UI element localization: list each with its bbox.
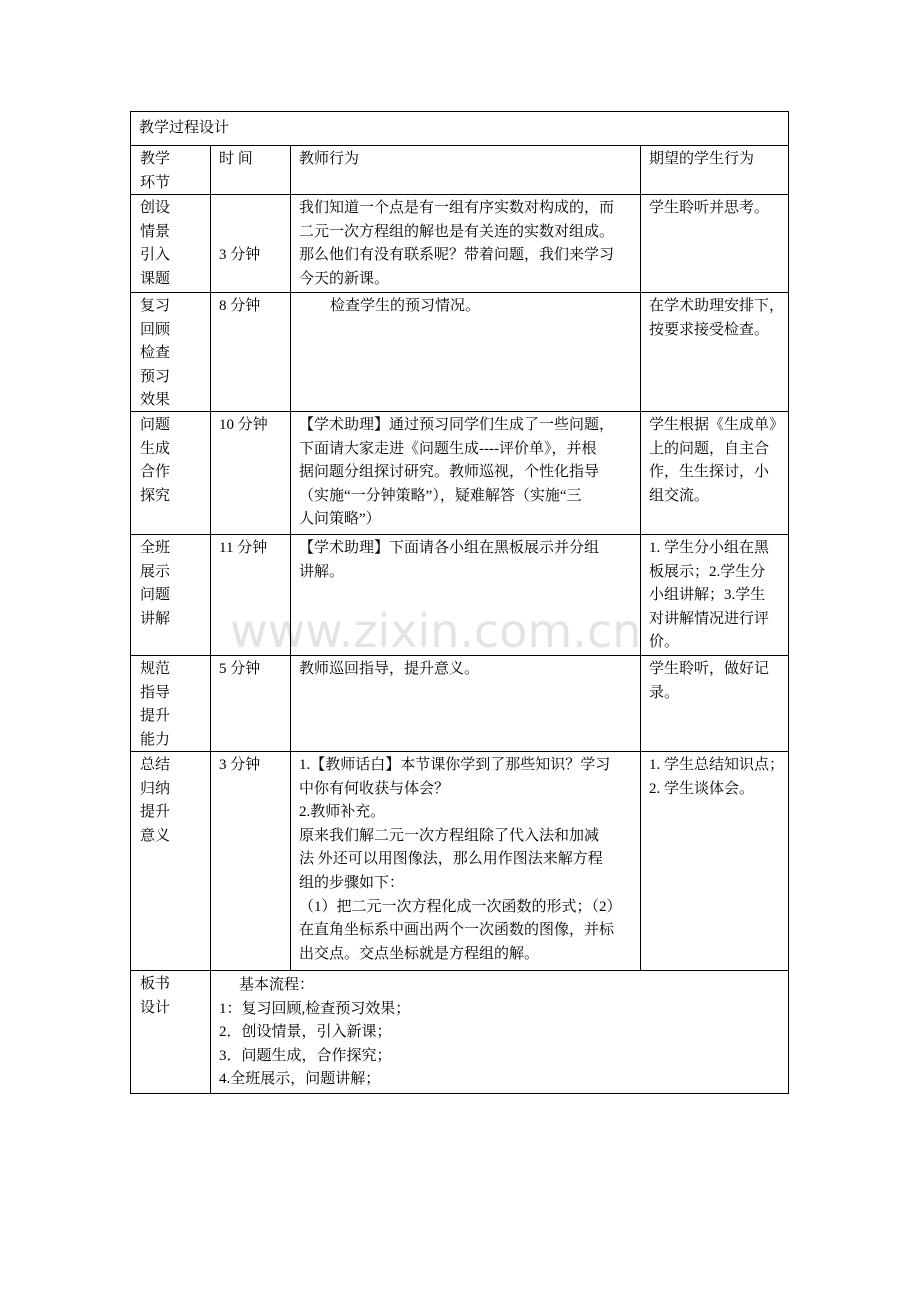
- teacher-line: 出交点。交点坐标就是方程组的解。: [299, 945, 540, 962]
- stage-line: 提升: [140, 708, 171, 725]
- stage-line: 创设: [140, 200, 171, 216]
- teacher-cell: [291, 656, 641, 752]
- teacher-line: （1）把二元一次方程化成一次函数的形式；（2）: [299, 898, 622, 915]
- student-line: 学生根据《生成单》: [649, 417, 785, 433]
- time-cell: [211, 412, 291, 535]
- time-cell: [211, 195, 291, 293]
- teacher-cell: [291, 293, 641, 412]
- teacher-line: 中你有何收获与体会？: [299, 780, 450, 797]
- board-line: 3．问题生成，合作探究；: [219, 1047, 392, 1064]
- stage-cell: [131, 293, 211, 412]
- board-line: 4.全班展示，问题讲解；: [219, 1071, 381, 1088]
- stage-line: 全班: [140, 540, 171, 556]
- stage-line: 问题: [140, 587, 171, 604]
- teacher-cell: [291, 752, 641, 971]
- time-cell: [211, 535, 291, 656]
- board-line: 2．创设情景，引入新课；: [219, 1024, 392, 1041]
- time-cell: [211, 752, 291, 971]
- student-cell: [641, 535, 789, 656]
- teacher-line: 二元一次方程组的解也是有关连的实数对组成。: [299, 223, 615, 240]
- stage-line: 合作: [140, 464, 171, 481]
- header-stage-line: 环节: [140, 174, 171, 191]
- stage-line: 归纳: [140, 780, 171, 797]
- header-time-label: 时 间: [219, 151, 253, 167]
- teacher-line: 检查学生的预习情况。: [330, 298, 481, 314]
- time-value: 5 分钟: [219, 661, 261, 677]
- student-cell: [641, 195, 789, 293]
- time-value: 10 分钟: [219, 417, 268, 433]
- stage-line: 效果: [140, 392, 171, 409]
- stage-cell: [131, 656, 211, 752]
- header-student: [641, 146, 789, 195]
- teacher-cell: [291, 535, 641, 656]
- student-line: 对讲解情况进行评: [649, 610, 770, 627]
- student-line: 录。: [649, 684, 680, 701]
- teacher-cell: [291, 412, 641, 535]
- time-cell: [211, 293, 291, 412]
- time-cell: [211, 656, 291, 752]
- stage-line: 课题: [140, 270, 171, 287]
- watermark-text: www.zixin.com.cn: [230, 604, 642, 658]
- teacher-line: 教师巡回指导，提升意义。: [299, 661, 480, 677]
- board-label-line: 板书: [140, 976, 171, 992]
- stage-line: 生成: [140, 440, 171, 457]
- student-line: 组交流。: [649, 487, 710, 504]
- teacher-line: 2.教师补充。: [299, 804, 386, 821]
- teacher-line: 今天的新课。: [299, 270, 390, 287]
- student-line: 学生聆听并思考。: [649, 200, 770, 216]
- stage-line: 探究: [140, 487, 171, 504]
- stage-cell: [131, 195, 211, 293]
- stage-line: 预习: [140, 368, 171, 385]
- student-cell: [641, 293, 789, 412]
- stage-cell: [131, 412, 211, 535]
- table-title-cell: [131, 112, 789, 146]
- teacher-line: 人问策略”）: [299, 511, 381, 528]
- student-line: 2. 学生谈体会。: [649, 780, 755, 797]
- stage-line: 复习: [140, 298, 171, 314]
- stage-line: 情景: [140, 223, 171, 240]
- student-line: 学生聆听，做好记: [649, 661, 770, 677]
- student-line: 板展示；2.学生分: [649, 563, 766, 580]
- teacher-line: 法 外还可以用图像法，那么用作图法来解方程: [299, 851, 603, 868]
- teacher-line: 我们知道一个点是有一组有序实数对构成的，而: [299, 200, 615, 216]
- time-value: 3 分钟: [219, 247, 261, 263]
- student-cell: [641, 412, 789, 535]
- teacher-line: （实施“一分钟策略”），疑难解答（实施“三: [299, 487, 582, 504]
- header-time: [211, 146, 291, 195]
- stage-line: 意义: [140, 827, 171, 844]
- stage-line: 提升: [140, 804, 171, 821]
- stage-line: 检查: [140, 345, 171, 362]
- header-student-label: 期望的学生行为: [649, 151, 755, 167]
- header-teacher: [291, 146, 641, 195]
- teacher-line: 讲解。: [299, 563, 345, 580]
- time-value: 8 分钟: [219, 298, 261, 314]
- teacher-line: 1.【教师话白】本节课你学到了那些知识？学习: [299, 757, 611, 773]
- teacher-line: 【学术助理】下面请各小组在黑板展示并分组: [299, 540, 600, 556]
- stage-line: 问题: [140, 417, 171, 433]
- student-cell: [641, 656, 789, 752]
- time-value: 11 分钟: [219, 540, 268, 556]
- stage-line: 讲解: [140, 610, 171, 627]
- stage-line: 展示: [140, 563, 171, 580]
- student-line: 1. 学生总结知识点；: [649, 757, 785, 773]
- stage-line: 回顾: [140, 321, 171, 338]
- student-line: 1. 学生分小组在黑: [649, 540, 770, 556]
- teacher-line: 在直角坐标系中画出两个一次函数的图像，并标: [299, 922, 615, 939]
- board-label-line: 设计: [140, 999, 171, 1016]
- stage-cell: [131, 535, 211, 656]
- board-content-cell: [211, 971, 789, 1094]
- student-line: 作，生生探讨，小: [649, 464, 770, 481]
- teacher-line: 原来我们解二元一次方程组除了代入法和加减: [299, 827, 600, 844]
- stage-line: 总结: [140, 757, 171, 773]
- teacher-line: 【学术助理】通过预习同学们生成了一些问题，: [299, 417, 615, 433]
- stage-cell: [131, 752, 211, 971]
- teacher-line: 组的步骤如下：: [299, 874, 405, 891]
- stage-line: 指导: [140, 684, 171, 701]
- table-title: 教学过程设计: [139, 120, 230, 136]
- board-line: 1：复习回顾,检查预习效果；: [219, 1000, 411, 1017]
- time-value: 3 分钟: [219, 757, 261, 773]
- stage-line: 能力: [140, 731, 171, 748]
- header-teacher-label: 教师行为: [299, 151, 360, 167]
- stage-line: 引入: [140, 247, 171, 264]
- student-line: 价。: [649, 634, 680, 651]
- student-cell: [641, 752, 789, 971]
- header-stage: [131, 146, 211, 195]
- student-line: 上的问题，自主合: [649, 440, 770, 457]
- student-line: 按要求接受检查。: [649, 321, 770, 338]
- lesson-process-table: [130, 111, 789, 1094]
- teacher-line: 下面请大家走进《问题生成----评价单》，并根: [299, 440, 597, 457]
- header-stage-line: 教学: [140, 151, 171, 167]
- student-line: 在学术助理安排下，: [649, 298, 785, 314]
- stage-line: 规范: [140, 661, 171, 677]
- board-heading: 基本流程：: [239, 977, 315, 993]
- teacher-line: 据问题分组探讨研究。教师巡视，个性化指导: [299, 464, 600, 481]
- board-label-cell: [131, 971, 211, 1094]
- teacher-line: 那么他们有没有联系呢？带着问题，我们来学习: [299, 247, 615, 264]
- student-line: 小组讲解；3.学生: [649, 587, 766, 604]
- teacher-cell: [291, 195, 641, 293]
